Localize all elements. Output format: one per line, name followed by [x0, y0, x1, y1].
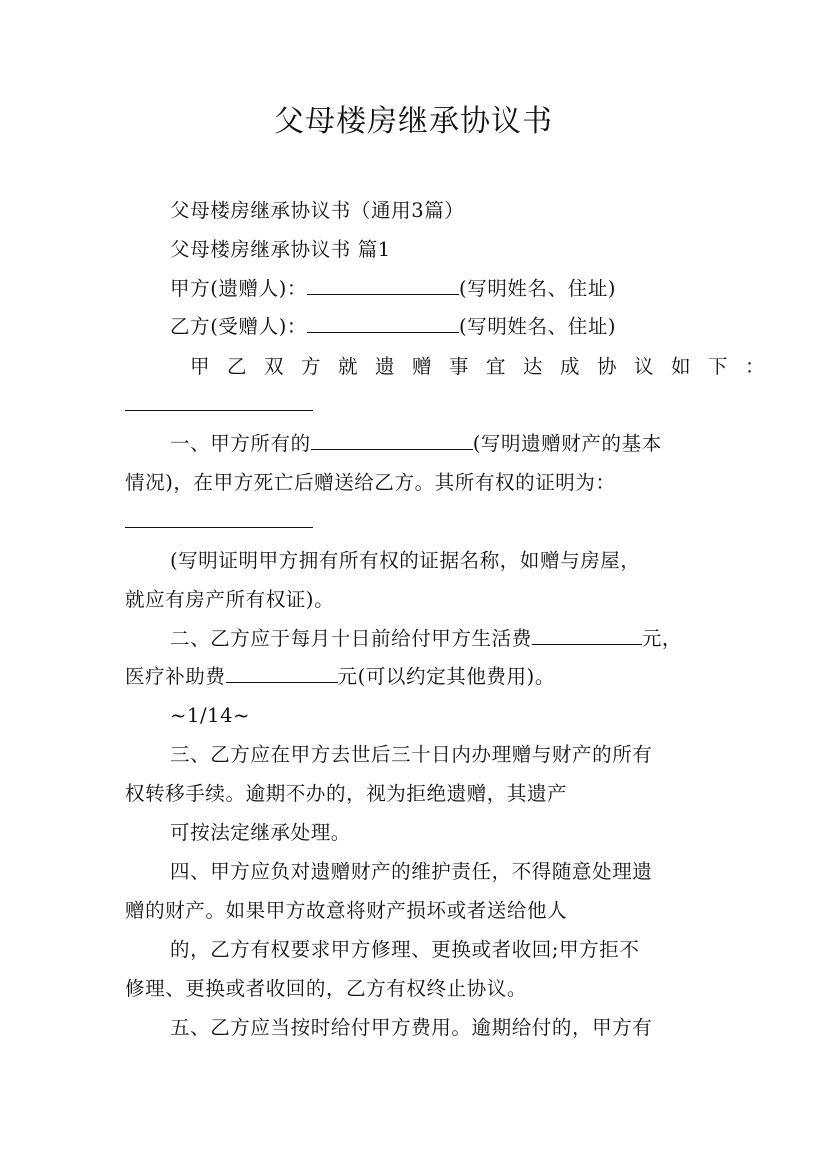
- agreement-intro: 甲乙双方就遗赠事宜达成协议如下：: [190, 355, 783, 378]
- subtitle-line: 父母楼房继承协议书（通用3篇）: [170, 199, 465, 222]
- clause-1-line-4: (写明证明甲方拥有所有权的证据名称，如赠与房屋，: [170, 549, 641, 572]
- party-a-label: 甲方(遗赠人)：: [170, 277, 308, 300]
- clause-2-line-2: [125, 662, 555, 692]
- medical-blank: [226, 664, 338, 683]
- clause-4-line-2: 赠的财产。如果甲方故意将财产损坏或者送给他人: [125, 899, 568, 922]
- clause-3-line-3: 可按法定继承处理。: [170, 821, 351, 844]
- clause-3-line-1: 三、乙方应在甲方去世后三十日内办理赠与财产的所有: [170, 743, 653, 766]
- party-b-note: (写明姓名、住址): [459, 315, 617, 338]
- clause-1-line-5: 就应有房产所有权证)。: [125, 588, 335, 611]
- ownership-proof-blank: [125, 509, 313, 528]
- party-b-line: [170, 312, 616, 342]
- clause-4-line-4: 修理、更换或者收回的，乙方有权终止协议。: [125, 977, 528, 1000]
- clause-1-start: 一、甲方所有的: [170, 432, 311, 455]
- clause-1-line-1: [170, 429, 662, 459]
- clause-1-blank-line: [125, 507, 313, 537]
- clause-1-line-2: 情况)，在甲方死亡后赠送给乙方。其所有权的证明为：: [125, 471, 616, 494]
- party-b-label: 乙方(受赠人)：: [170, 315, 308, 338]
- clause-4-line-1: 四、甲方应负对遗赠财产的维护责任，不得随意处理遗: [170, 860, 653, 883]
- clause-5-line-1: 五、乙方应当按时给付甲方费用。逾期给付的，甲方有: [170, 1016, 653, 1039]
- living-expense-blank: [532, 626, 642, 645]
- medical-note: 元(可以约定其他费用)。: [337, 665, 555, 688]
- clause-1-note: (写明遗赠财产的基本: [472, 432, 662, 455]
- document-title: 父母楼房继承协议书: [274, 104, 553, 139]
- page-number: ~1/14~: [170, 704, 251, 727]
- party-a-line: [170, 274, 616, 304]
- section-heading: 父母楼房继承协议书 篇1: [170, 238, 391, 261]
- clause-2-line-1: [170, 624, 682, 654]
- clause-2-start: 二、乙方应于每月十日前给付甲方生活费: [170, 627, 532, 650]
- clause-1-blank: [311, 431, 473, 450]
- clause-2-unit: 元，: [641, 627, 683, 650]
- clause-3-line-2: 权转移手续。逾期不办的，视为拒绝遗赠，其遗产: [125, 782, 568, 805]
- party-b-blank: [307, 314, 459, 333]
- intro-blank: [125, 392, 313, 411]
- intro-blank-line: [125, 390, 313, 420]
- medical-label: 医疗补助费: [125, 665, 226, 688]
- party-a-note: (写明姓名、住址): [459, 277, 617, 300]
- party-a-blank: [307, 276, 459, 295]
- clause-4-line-3: 的，乙方有权要求甲方修理、更换或者收回;甲方拒不: [170, 938, 640, 961]
